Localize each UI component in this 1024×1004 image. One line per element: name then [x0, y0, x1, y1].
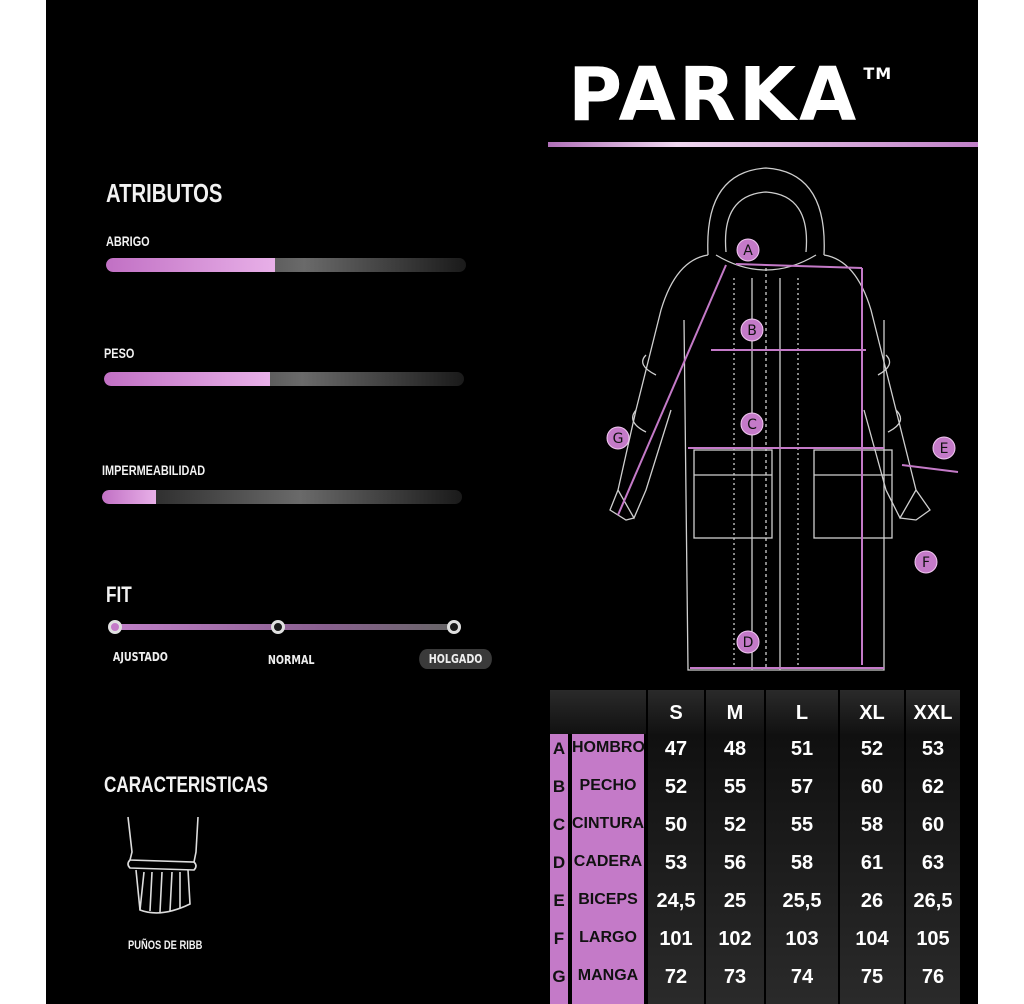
table-cell: 53 — [664, 852, 688, 874]
size-table — [550, 690, 960, 1004]
table-cell: 101 — [659, 928, 693, 950]
row-label: LARGO — [579, 929, 637, 946]
marker-d: D — [742, 635, 754, 651]
table-cell: 47 — [664, 738, 688, 760]
attributes-heading: ATRIBUTOS — [106, 178, 223, 208]
table-cell: 52 — [860, 738, 884, 760]
row-label: PECHO — [579, 777, 637, 794]
table-cell: 72 — [664, 966, 688, 988]
title-underline — [548, 142, 978, 147]
fit-option-normal[interactable]: NORMAL — [267, 653, 315, 667]
row-label: BICEPS — [578, 891, 638, 908]
marker-b: B — [747, 323, 757, 339]
impermeabilidad-bar — [102, 490, 462, 504]
table-cell: 50 — [664, 814, 688, 836]
row-letter: C — [552, 815, 566, 834]
size-header-xl: XL — [859, 702, 885, 724]
peso-bar — [104, 372, 464, 386]
fit-slider-track — [116, 624, 456, 630]
marker-e: E — [939, 441, 949, 457]
size-header-l: L — [795, 702, 809, 724]
row-label: CINTURA — [572, 815, 644, 832]
fit-dot-normal[interactable] — [271, 620, 285, 634]
table-cell: 58 — [790, 852, 814, 874]
size-header-s: S — [669, 702, 683, 724]
fit-dot-holgado[interactable] — [447, 620, 461, 634]
fit-option-ajustado[interactable]: AJUSTADO — [112, 650, 168, 664]
attribute-label: ABRIGO — [106, 233, 150, 249]
parka-diagram — [566, 160, 978, 680]
marker-g: G — [612, 431, 624, 447]
header-blank — [550, 690, 646, 734]
abrigo-bar-fill — [106, 258, 275, 272]
product-sheet — [46, 0, 978, 1004]
peso-bar-fill — [104, 372, 270, 386]
table-cell: 48 — [723, 738, 747, 760]
table-cell: 58 — [860, 814, 884, 836]
row-letter: B — [552, 777, 566, 796]
table-cell: 60 — [921, 814, 945, 836]
marker-a: A — [743, 243, 753, 259]
table-cell: 52 — [664, 776, 688, 798]
fit-heading: FIT — [106, 582, 132, 607]
marker-f: F — [921, 555, 931, 571]
table-cell: 75 — [860, 966, 884, 988]
attribute-label: PESO — [104, 345, 135, 361]
feature-label: PUÑOS DE RIBB — [128, 938, 203, 952]
trademark: TM — [863, 64, 893, 83]
row-label: CADERA — [573, 853, 643, 870]
row-letter: A — [552, 739, 566, 758]
table-cell: 61 — [860, 852, 884, 874]
size-header-m: M — [726, 702, 744, 724]
row-label: MANGA — [577, 967, 639, 984]
table-cell: 55 — [723, 776, 747, 798]
table-cell: 52 — [723, 814, 747, 836]
table-cell: 51 — [790, 738, 814, 760]
table-cell: 105 — [916, 928, 950, 950]
impermeabilidad-bar-fill — [102, 490, 156, 504]
table-cell: 57 — [790, 776, 814, 798]
table-cell: 62 — [921, 776, 945, 798]
row-letter: F — [553, 929, 565, 948]
table-cell: 25,5 — [782, 890, 822, 912]
table-cell: 26 — [860, 890, 884, 912]
row-letter: E — [553, 891, 565, 910]
row-letter: G — [552, 967, 566, 986]
features-heading: CARACTERISTICAS — [104, 772, 268, 797]
abrigo-bar — [106, 258, 466, 272]
table-cell: 53 — [921, 738, 945, 760]
table-cell: 26,5 — [913, 890, 953, 912]
page-title: PARKA ™ — [568, 52, 893, 138]
size-header-xxl: XXL — [913, 702, 953, 724]
table-cell: 103 — [785, 928, 819, 950]
table-cell: 56 — [723, 852, 747, 874]
table-cell: 102 — [718, 928, 752, 950]
table-cell: 76 — [921, 966, 945, 988]
table-cell: 60 — [860, 776, 884, 798]
table-cell: 55 — [790, 814, 814, 836]
table-cell: 104 — [855, 928, 889, 950]
attribute-label: IMPERMEABILIDAD — [102, 462, 206, 478]
row-letter: D — [552, 853, 566, 872]
row-label: HOMBRO — [572, 739, 645, 756]
table-cell: 74 — [790, 966, 814, 988]
table-cell: 73 — [723, 966, 747, 988]
marker-c: C — [747, 417, 757, 433]
table-cell: 63 — [921, 852, 945, 874]
table-cell: 24,5 — [656, 890, 696, 912]
fit-option-holgado[interactable]: HOLGADO — [419, 649, 492, 669]
fit-dot-ajustado[interactable] — [108, 620, 122, 634]
ribbed-cuff-illustration — [116, 812, 216, 922]
table-cell: 25 — [723, 890, 747, 912]
